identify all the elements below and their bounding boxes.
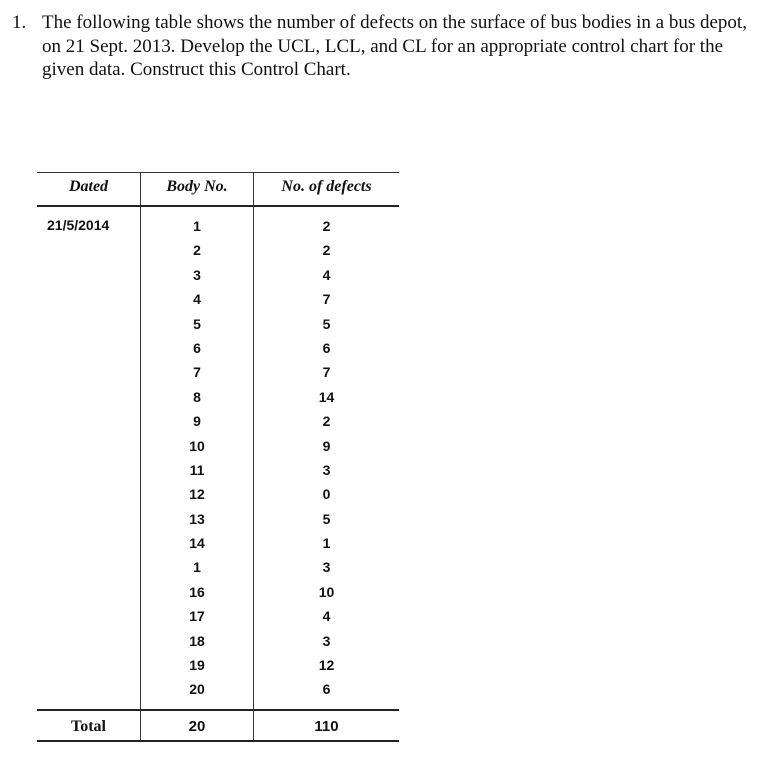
header-defects: No. of defects	[281, 178, 372, 195]
table-header-rule	[37, 205, 399, 207]
body-number-cell: 17	[189, 608, 205, 625]
defects-cell: 5	[322, 315, 331, 332]
question	[12, 11, 752, 82]
defects-cell: 3	[322, 559, 331, 576]
defects-cell: 12	[318, 657, 335, 674]
total-body: 20	[188, 718, 206, 735]
defects-table	[37, 172, 399, 742]
defects-cell: 4	[322, 608, 331, 625]
body-number-cell: 8	[193, 388, 201, 405]
defects-cell: 10	[318, 583, 335, 600]
date-cell: 21/5/2014	[47, 217, 110, 233]
defects-cell: 6	[322, 681, 331, 698]
question-text: The following table shows the number of defects on the surface of bus bodies in a bus depot, on 21 Sept. 2013. Develop the UCL, LCL, and CL for an appropriate control chart for the given data. Construct this Control Chart.	[42, 12, 747, 80]
header-dated: Dated	[68, 178, 109, 195]
defects-cell: 2	[322, 218, 331, 234]
defects-cell: 9	[322, 437, 331, 454]
body-number-column	[141, 214, 253, 702]
defects-cell: 6	[322, 339, 331, 356]
body-number-cell: 10	[189, 437, 205, 454]
body-number-cell: 2	[193, 242, 201, 259]
body-number-cell: 12	[189, 486, 205, 503]
total-defects: 110	[314, 718, 339, 735]
defects-cell: 3	[322, 632, 331, 649]
defects-cell: 0	[322, 486, 331, 503]
table-top-rule	[37, 172, 399, 173]
body-number-cell: 5	[193, 315, 201, 332]
table-bottom-rule	[37, 740, 399, 742]
defects-column	[254, 214, 399, 702]
body-number-cell: 16	[189, 583, 205, 600]
body-number-cell: 1	[193, 559, 201, 576]
body-number-cell: 7	[193, 364, 201, 381]
defects-cell: 2	[322, 242, 331, 259]
total-label: Total	[71, 718, 106, 735]
body-number-cell: 14	[189, 535, 205, 552]
question-number: 1.	[12, 12, 27, 33]
body-number-cell: 4	[193, 291, 201, 308]
body-number-cell: 19	[189, 657, 205, 674]
body-number-cell: 20	[189, 681, 205, 698]
table-total-rule	[37, 709, 399, 711]
defects-cell: 4	[322, 266, 331, 283]
body-number-cell: 11	[189, 461, 205, 478]
defects-cell: 2	[322, 413, 331, 430]
body-number-cell: 9	[193, 413, 201, 430]
defects-cell: 1	[322, 535, 331, 552]
body-number-cell: 18	[189, 632, 205, 649]
defects-cell: 14	[318, 388, 335, 405]
defects-cell: 7	[322, 291, 331, 308]
defects-cell: 5	[322, 510, 331, 527]
defects-cell: 7	[322, 364, 331, 381]
defects-cell: 3	[322, 461, 331, 478]
body-number-cell: 3	[193, 266, 201, 283]
body-number-cell: 13	[189, 510, 205, 527]
body-number-cell: 1	[193, 218, 201, 234]
body-number-cell: 6	[193, 339, 201, 356]
header-body-no: Body No.	[166, 178, 228, 195]
